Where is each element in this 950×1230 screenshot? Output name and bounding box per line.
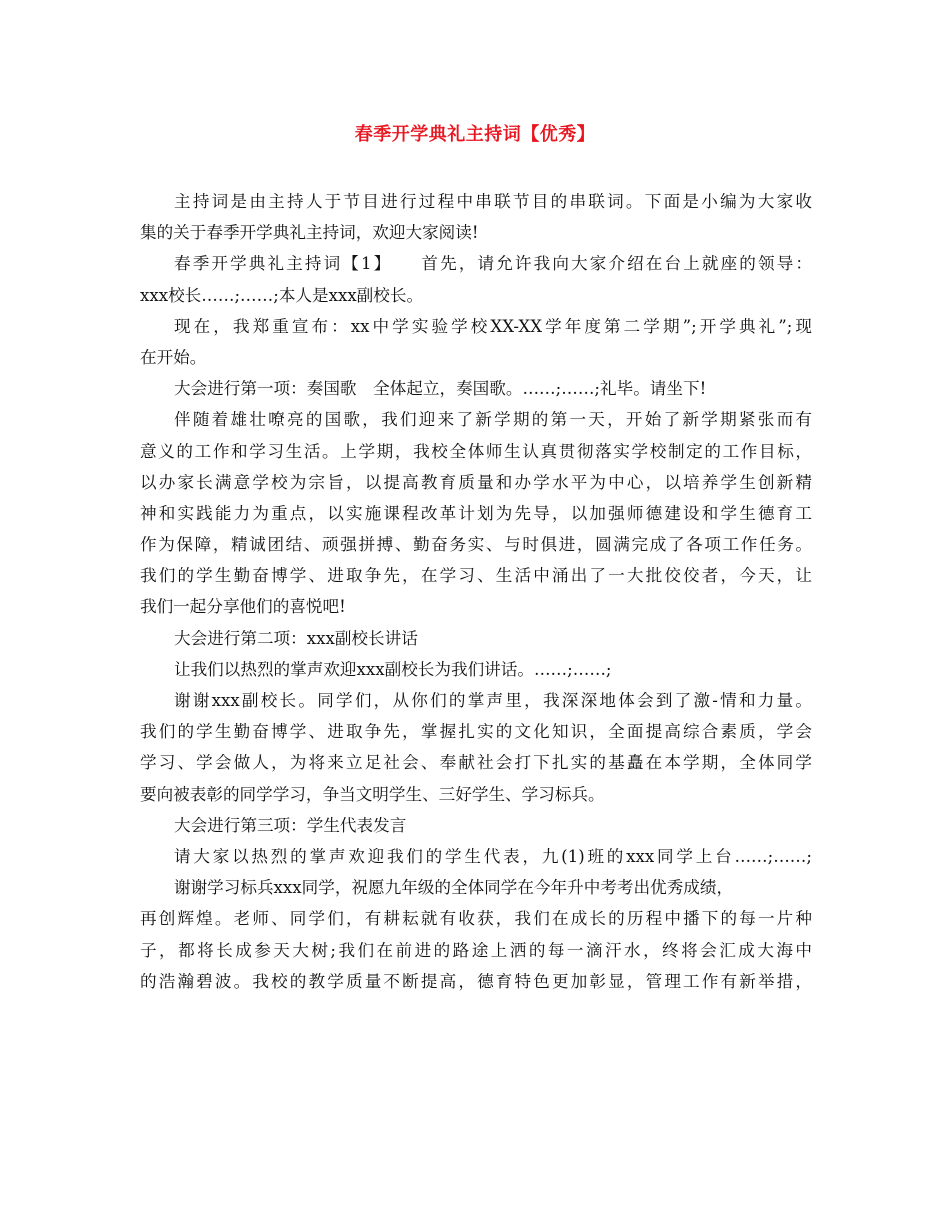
text-line: 春季开学典礼主持词【1】 首先，请允许我向大家介绍在台上就座的领导： — [174, 254, 812, 274]
text-line: 伴随着雄壮嘹亮的国歌，我们迎来了新学期的第一天，开始了新学期紧张而有 — [174, 410, 812, 430]
text-line: 的浩瀚碧波。我校的教学质量不断提高，德育特色更加彰显，管理工作有新举措， — [140, 971, 812, 991]
text-line: 意义的工作和学习生活。上学期，我校全体师生认真贯彻落实学校制定的工作目标， — [140, 441, 812, 461]
text-line: 谢谢xxx副校长。同学们，从你们的掌声里，我深深地体会到了激-情和力量。 — [174, 691, 812, 710]
text-line: 我们的学生勤奋博学、进取争先，在学习、生活中涌出了一大批佼佼者，今天，让 — [140, 566, 812, 586]
text-line: 以办家长满意学校为宗旨，以提高教育质量和办学水平为中心，以培养学生创新精 — [140, 472, 812, 492]
text-line: 请大家以热烈的掌声欢迎我们的学生代表，九(1)班的xxx同学上台……;……; — [174, 846, 812, 866]
text-line: 集的关于春季开学典礼主持词，欢迎大家阅读! — [140, 223, 479, 243]
text-line: 大会进行第三项：学生代表发言 — [174, 815, 407, 835]
text-line: 让我们以热烈的掌声欢迎xxx副校长为我们讲话。……;……; — [174, 659, 612, 679]
text-line: 大会进行第二项：xxx副校长讲话 — [174, 628, 418, 648]
text-line: 主持词是由主持人于节目进行过程中串联节目的串联词。下面是小编为大家收 — [174, 192, 812, 211]
text-line: 作为保障，精诚团结、顽强拼搏、勤奋务实、与时俱进，圆满完成了各项工作任务。 — [140, 535, 812, 555]
text-line: 要向被表彰的同学学习，争当文明学生、三好学生、学习标兵。 — [140, 784, 605, 804]
text-line: 我们的学生勤奋博学、进取争先，掌握扎实的文化知识，全面提高综合素质，学会 — [140, 722, 812, 742]
text-line: 谢谢学习标兵xxx同学，祝愿九年级的全体同学在今年升中考考出优秀成绩， — [174, 878, 734, 898]
text-line: 神和实践能力为重点，以实施课程改革计划为先导，以加强师德建设和学生德育工 — [140, 503, 812, 523]
text-line: 学习、学会做人，为将来立足社会、奉献社会打下扎实的基矗在本学期，全体同学 — [140, 753, 812, 773]
text-line: xxx校长……;……;本人是xxx副校长。 — [140, 285, 424, 305]
text-line: 子，都将长成参天大树;我们在前进的路途上洒的每一滴汗水，终将会汇成大海中 — [140, 940, 812, 960]
text-line: 大会进行第一项：奏国歌 全体起立，奏国歌。……;……;礼毕。请坐下! — [174, 379, 707, 399]
text-line: 再创辉煌。老师、同学们，有耕耘就有收获，我们在成长的历程中播下的每一片种 — [140, 909, 812, 929]
text-line: 我们一起分享他们的喜悦吧! — [140, 597, 346, 617]
document-body — [140, 186, 812, 997]
text-line: 在开始。 — [140, 347, 207, 367]
document-title: 春季开学典礼主持词【优秀】 — [354, 124, 596, 145]
text-line: 现在，我郑重宣布：xx中学实验学校XX-XX学年度第二学期”;开学典礼”;现 — [174, 316, 812, 336]
